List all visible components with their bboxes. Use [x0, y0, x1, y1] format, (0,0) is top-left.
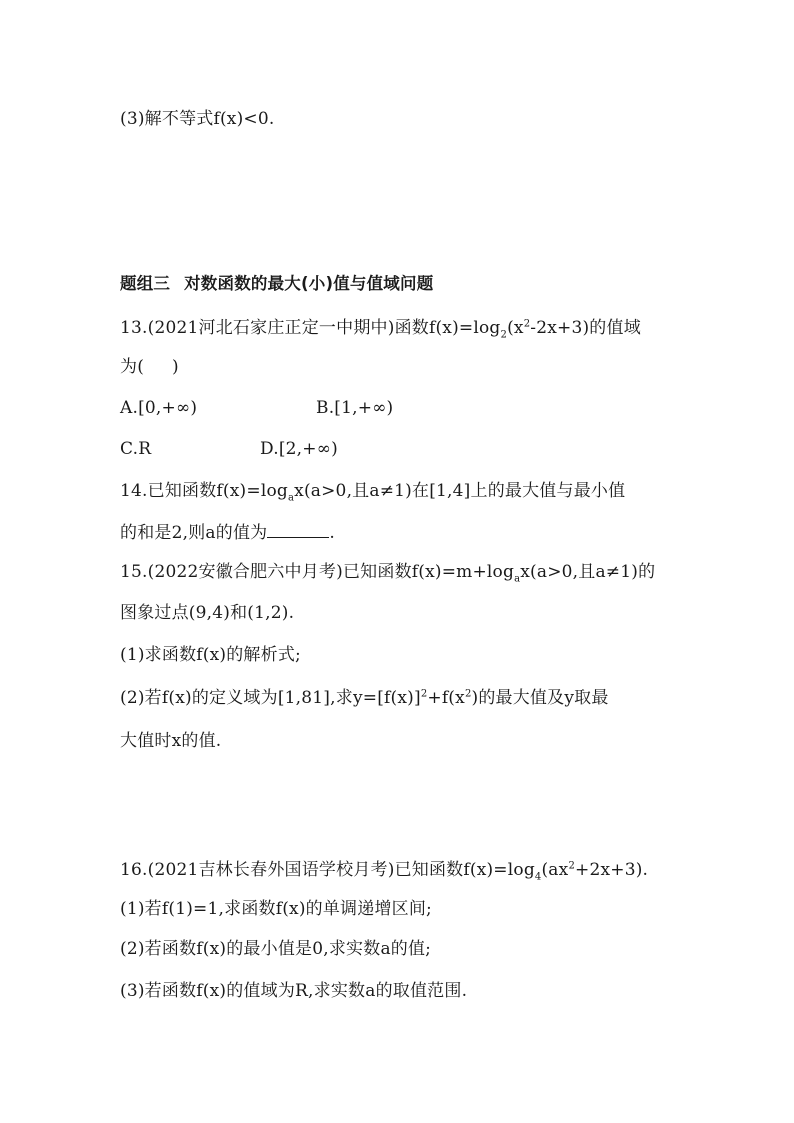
- answer-blank[interactable]: [267, 519, 329, 538]
- section-heading: [120, 272, 433, 296]
- q13-options-row2: [120, 437, 520, 461]
- q13-option-b: B.[1,+∞): [316, 398, 394, 418]
- q13-option-a: A.[0,+∞): [120, 398, 198, 418]
- q12-part3: (3)解不等式f(x)<0.: [120, 109, 275, 129]
- q15-part1: (1)求函数f(x)的解析式;: [120, 645, 301, 665]
- q16-part3: (3)若函数f(x)的值域为R,求实数a的取值范围.: [120, 981, 468, 1001]
- q13-stem-line2: 为( ): [120, 357, 179, 377]
- q16-part1: (1)若f(1)=1,求函数f(x)的单调递增区间;: [120, 899, 432, 919]
- q14-stem: 14.已知函数$f(x)=\log_ax(a>0$,且a≠1)在[1,4]上的最大值与最小值: [120, 481, 626, 504]
- q15-part2: (2)若f(x)的定义域为[1,81],求$y=[f(x)]^2+f(x^2)$的最大值及y取最: [120, 688, 609, 708]
- q13-option-d: D.[2,+∞): [260, 439, 338, 459]
- q15-stem-line2: 图象过点(9,4)和(1,2).: [120, 603, 295, 623]
- q13-stem: 13.(2021河北石家庄正定一中期中)函数$f(x)=\log_2(x^2-2x+3)$的值域: [120, 318, 641, 341]
- q13-options-row1: [120, 396, 520, 420]
- q16-stem: 16.(2021吉林长春外国语学校月考)已知函数$f(x)=\log_4(ax^2+2x+3)$.: [120, 860, 649, 883]
- section-label: 题组三: [120, 274, 171, 293]
- q16-part2: (2)若函数f(x)的最小值是0,求实数a的值;: [120, 939, 432, 959]
- section-title: 对数函数的最大(小)值与值域问题: [184, 274, 434, 293]
- q15-stem: 15.(2022安徽合肥六中月考)已知函数$f(x)=m+\log_ax(a>0$,且a≠1)的: [120, 562, 656, 585]
- q14-stem-line2: 的和是2,则a的值为 .: [120, 519, 335, 545]
- q13-option-c: C.R: [120, 439, 152, 459]
- q15-part2-line2: 大值时x的值.: [120, 731, 222, 751]
